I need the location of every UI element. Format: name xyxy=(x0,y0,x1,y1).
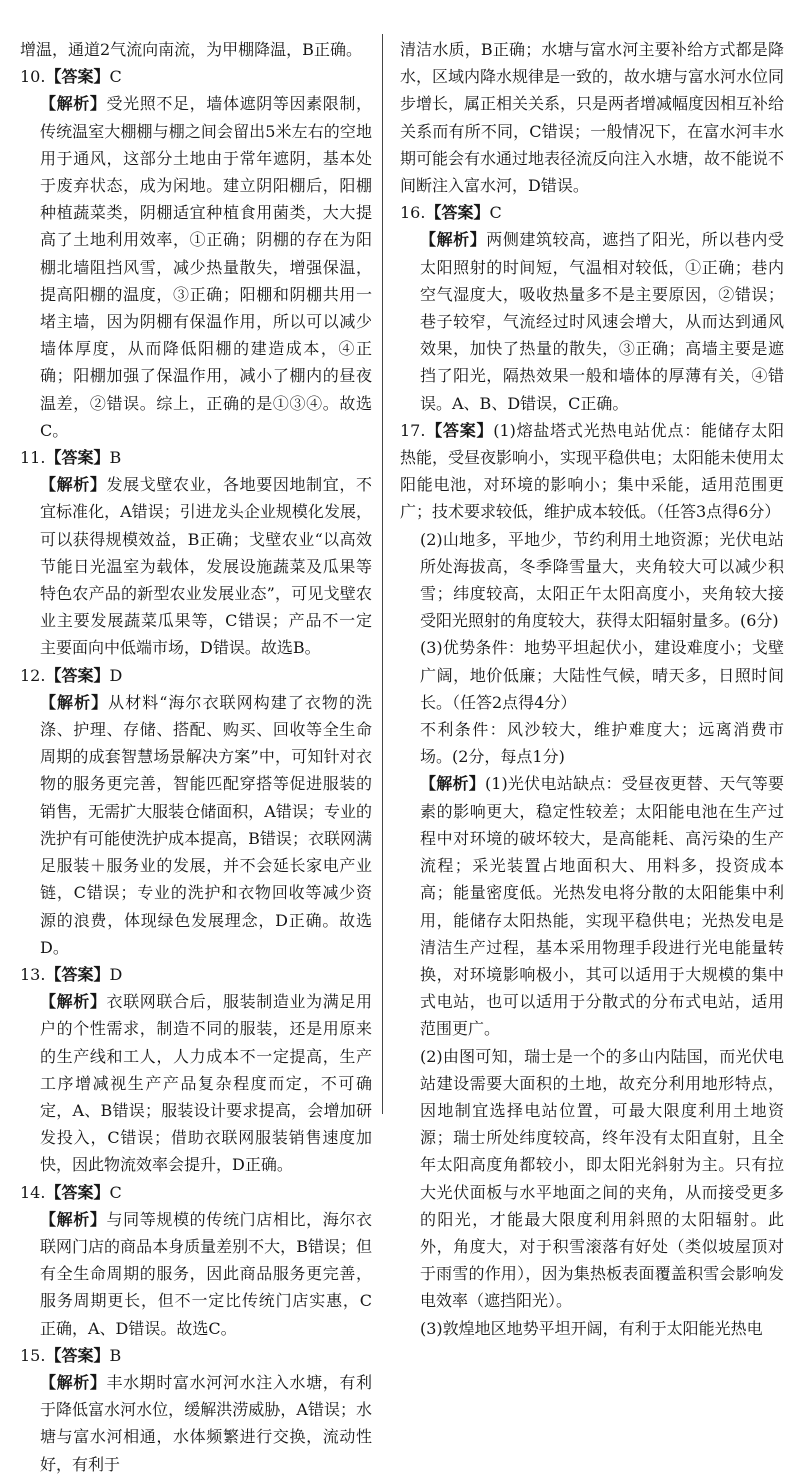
left-column xyxy=(20,36,372,1478)
analysis-tag: 【解析】 xyxy=(40,1209,107,1229)
analysis-tag: 【解析】 xyxy=(40,94,107,114)
answer-line xyxy=(20,1179,372,1206)
answer-value: D xyxy=(109,665,123,685)
analysis-tag: 【解析】 xyxy=(40,1372,107,1392)
question-number: 12. xyxy=(20,665,46,685)
answer-line xyxy=(20,444,372,471)
question-number: 17. xyxy=(400,420,426,440)
answer-value: B xyxy=(109,1345,122,1365)
answer-tag: 【答案】 xyxy=(45,1182,110,1202)
analysis-text: 与同等规模的传统门店相比，海尔衣联网门店的商品本身质量差别不大，B错误；但有全生命周期的服务，因此商品服务更完善，服务周期更长，但不一定比传统门店实惠，C正确，A、D错误。故选C。 xyxy=(40,1209,372,1338)
analysis-tag: 【解析】 xyxy=(40,475,107,495)
paragraph: (3)优势条件：地势平坦起伏小，建设难度小；戈壁广阔，地价低廉；大陆性气候，晴天多，日照时间长。（任答2点得4分） xyxy=(420,638,784,712)
analysis-tag: 【解析】 xyxy=(40,992,107,1012)
answer-value: (1)熔盐塔式光热电站优点：能储存太阳热能，受昼夜影响小，实现平稳供电；太阳能未使用太阳能电池，对环境的影响小；集中采能，适用范围更广；技术要求较低，维护成本较低。（任答3点得6分） xyxy=(400,420,785,522)
answer-line xyxy=(20,662,372,689)
right-column xyxy=(400,36,784,1342)
analysis-block xyxy=(20,90,372,444)
answer-value: C xyxy=(489,203,502,223)
answer-tag: 【答案】 xyxy=(45,1345,110,1365)
analysis-block xyxy=(20,988,372,1178)
answer-value: C xyxy=(109,67,122,87)
analysis-text: (1)光伏电站缺点：受昼夜更替、天气等要素的影响更大，稳定性较差；太阳能电池在生产过程中对环境的破坏较大，是高能耗、高污染的生产流程；采光装置占地面积大、用料多，投资成本高；能量密度低。光热发电将分散的太阳能集中利用，能储存太阳热能，实现平稳供电；光热发电是清洁生产过程，基本采用物理手段进行光电能量转换，对环境影响极小，其可以适用于大规模的集中式电站，也可以适用于分散式的分布式电站，适用范围更广。 xyxy=(420,774,784,1039)
question-number: 16. xyxy=(400,203,426,223)
question-number: 13. xyxy=(20,964,46,984)
answer-tag: 【答案】 xyxy=(45,67,110,87)
answer-tag: 【答案】 xyxy=(425,420,494,440)
answer-line xyxy=(400,199,784,226)
answer-tag: 【答案】 xyxy=(45,448,110,468)
answer-value: C xyxy=(109,1182,122,1202)
answer-line xyxy=(400,417,784,526)
paragraph: (2)由图可知，瑞士是一个的多山内陆国，而光伏电站建设需要大面积的土地，故充分利用地形特点，因地制宜选择电站位置，可最大限度利用土地资源；瑞士所处纬度较高，终年没有太阳直射，且全年太阳高度角都较小，即太阳光斜射为主。只有拉大光伏面板与水平地面之间的夹角，从而接受更多的阳光，才能最大限度利用斜照的太阳辐射。此外，角度大，对于积雪滚落有好处（类似坡屋顶对于雨雪的作用），因为集热板表面覆盖积雪会影响发电效率（遮挡阳光）。 xyxy=(420,1046,784,1311)
answer-tag: 【答案】 xyxy=(45,665,110,685)
answer-value: B xyxy=(109,448,122,468)
question-number: 11. xyxy=(20,448,46,468)
answer-value: D xyxy=(109,964,123,984)
analysis-text: 受光照不足，墙体遮阴等因素限制，传统温室大棚棚与棚之间会留出5米左右的空地用于通风，这部分土地由于常年遮阴，基本处于废弃状态，成为闲地。建立阴阳棚后，阳棚种植蔬菜类，阴棚适宜种植食用菌类，大大提高了土地利用效率，①正确；阴棚的存在为阳棚北墙阻挡风雪，减少热量散失，增强保温，提高阳棚的温度，③正确；阳棚和阴棚共用一堵主墙，因为阴棚有保温作用，所以可以减少墙体厚度，从而降低阳棚的建造成本，④正确；阳棚加强了保温作用，减小了棚内的昼夜温差，②错误。综上，正确的是①③④。故选C。 xyxy=(40,94,372,440)
analysis-block xyxy=(20,689,372,961)
answer-line xyxy=(20,63,372,90)
column-divider xyxy=(382,34,383,1114)
question-number: 14. xyxy=(20,1182,46,1202)
answer-tag: 【答案】 xyxy=(45,964,110,984)
analysis-tag: 【解析】 xyxy=(420,774,486,794)
continued-text: 清洁水质，B正确；水塘与富水河主要补给方式都是降水，区域内降水规律是一致的，故水塘与富水河水位同步增长，属正相关关系，只是两者增减幅度因相互补给关系而有所不同，C错误；一般情况下，在富水河丰水期可能会有水通过地表径流反向注入水塘，故不能说不间断注入富水河，D错误。 xyxy=(400,40,785,196)
paragraph: (3)敦煌地区地势平坦开阔，有利于太阳能光热电 xyxy=(420,1318,763,1338)
paragraph: (2)山地多，平地少，节约利用土地资源；光伏电站所处海拔高，冬季降雪量大，夹角较大可以减少积雪；纬度较高，太阳正午太阳高度小，夹角较大接受阳光照射的角度较大，获得太阳辐射量多。(6分) xyxy=(420,529,784,631)
answer-line xyxy=(20,1342,372,1369)
analysis-text: 两侧建筑较高，遮挡了阳光，所以巷内受太阳照射的时间短，气温相对较低，①正确；巷内空气湿度大，吸收热量多不是主要原因，②错误；巷子较窄，气流经过时风速会增大，从而达到通风效果，加快了热量的散失，③正确；高墙主要是遮挡了阳光，隔热效果一般和墙体的厚薄有关，④错误。A、B、D错误，C正确。 xyxy=(420,230,784,413)
analysis-text: 衣联网联合后，服装制造业为满足用户的个性需求，制造不同的服装，还是用原来的生产线和工人，人力成本不一定提高，生产工序增减视生产产品复杂程度而定，不可确定，A、B错误；服装设计要求提高，会增加研发投入，C错误；借助衣联网服装销售速度加快，因此物流效率会提升，D正确。 xyxy=(40,992,372,1175)
analysis-text: 从材料“海尔衣联网构建了衣物的洗涤、护理、存储、搭配、购买、回收等全生命周期的成套智慧场景解决方案”中，可知针对衣物的服务更完善，智能匹配穿搭等促进服装的销售，无需扩大服装仓储面积，A错误；专业的洗护有可能使洗护成本提高，B错误；衣联网满足服装＋服务业的发展，并不会延长家电产业链，C错误；专业的洗护和衣物回收等减少资源的浪费，体现绿色发展理念，D正确。故选D。 xyxy=(40,692,372,957)
analysis-block xyxy=(400,770,784,1042)
analysis-block xyxy=(20,1369,372,1478)
analysis-tag: 【解析】 xyxy=(420,230,487,250)
answer-tag: 【答案】 xyxy=(425,203,490,223)
answer-line xyxy=(20,961,372,988)
question-number: 10. xyxy=(20,67,46,87)
paragraph: 不利条件：风沙较大，维护难度大；远离消费市场。(2分，每点1分) xyxy=(420,720,784,767)
analysis-text: 丰水期时富水河河水注入水塘，有利于降低富水河水位，缓解洪涝威胁，A错误；水塘与富水河相通，水体频繁进行交换，流动性好，有利于 xyxy=(40,1372,372,1474)
question-number: 15. xyxy=(20,1345,46,1365)
analysis-tag: 【解析】 xyxy=(40,692,109,712)
analysis-block xyxy=(20,1206,372,1342)
analysis-text: 发展戈壁农业，各地要因地制宜，不宜标准化，A错误；引进龙头企业规模化发展，可以获得规模效益，B正确；戈壁农业“以高效节能日光温室为载体，发展设施蔬菜及瓜果等特色农产品的新型农业发展业态”，可见戈壁农业主要发展蔬菜瓜果等，C错误；产品不一定主要面向中低端市场，D错误。故选B。 xyxy=(40,475,372,658)
analysis-block xyxy=(20,471,372,661)
continued-text: 增温，通道2气流向南流，为甲棚降温，B正确。 xyxy=(20,40,362,59)
analysis-block xyxy=(400,226,784,416)
